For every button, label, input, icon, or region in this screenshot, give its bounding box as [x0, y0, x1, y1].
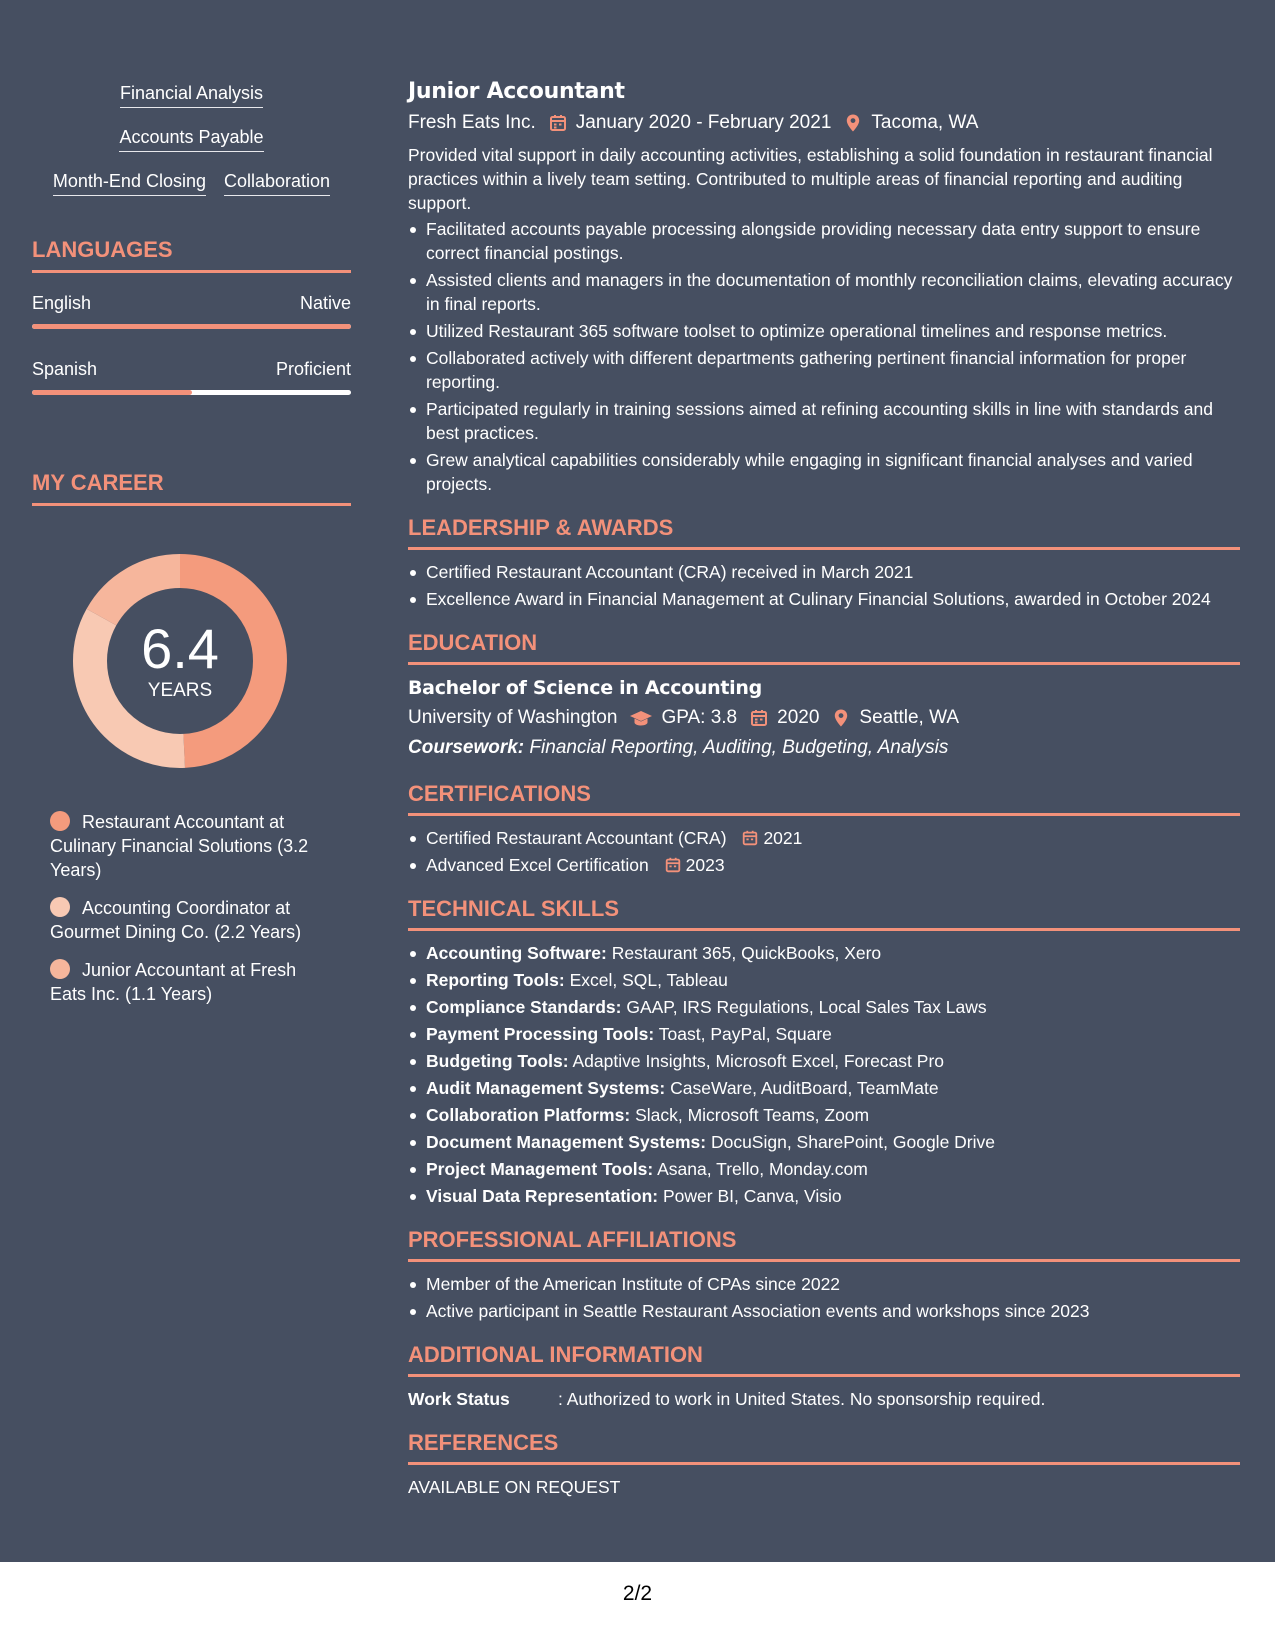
career-section [32, 469, 351, 1006]
calendar-icon [749, 708, 769, 728]
references-text: AVAILABLE ON REQUEST [408, 1477, 621, 1497]
list-item: Certified Restaurant Accountant (CRA) received in March 2021 [408, 560, 1240, 584]
job-title: Junior Accountant [408, 79, 625, 104]
career-legend-label: Accounting Coordinator at Gourmet Dining Co. (2.2 Years) [50, 898, 302, 942]
skill-values: Toast, PayPal, Square [658, 1024, 832, 1044]
certification-name: Advanced Excel Certification [426, 855, 649, 875]
list-item: Utilized Restaurant 365 software toolset to optimize operational timelines and response metrics. [408, 319, 1240, 343]
skill-category: Budgeting Tools: [426, 1051, 569, 1071]
coursework-label: Coursework: [408, 737, 525, 758]
legend-dot-icon [50, 811, 70, 831]
legend-dot-icon [50, 897, 70, 917]
career-legend-label: Junior Accountant at Fresh Eats Inc. (1.1 Years) [50, 960, 297, 1004]
career-donut-chart [65, 546, 295, 776]
technical-skills-heading: TECHNICAL SKILLS [408, 895, 1240, 931]
affiliations-heading: PROFESSIONAL AFFILIATIONS [408, 1226, 1240, 1262]
certification-year: 2021 [763, 828, 803, 848]
list-item [408, 826, 1240, 850]
skill-values: Excel, SQL, Tableau [569, 970, 728, 990]
languages-section [32, 236, 351, 395]
skills-tags [32, 82, 351, 196]
list-item [408, 853, 1240, 877]
languages-heading: LANGUAGES [32, 236, 351, 273]
job-bullets [408, 217, 1240, 496]
additional-info-heading: ADDITIONAL INFORMATION [408, 1341, 1240, 1377]
career-legend-item [50, 958, 330, 1006]
skill-values: Restaurant 365, QuickBooks, Xero [611, 943, 882, 963]
skill-row [32, 82, 351, 108]
skill-values: DocuSign, SharePoint, Google Drive [710, 1132, 995, 1152]
skill-values: Asana, Trello, Monday.com [657, 1159, 868, 1179]
education-heading: EDUCATION [408, 629, 1240, 665]
career-total-years: 6.4 [141, 617, 219, 680]
language-bar [32, 324, 351, 329]
list-item: Collaborated actively with different departments gathering pertinent financial information for proper reporting. [408, 346, 1240, 394]
certifications-list [408, 826, 1240, 877]
career-legend [50, 810, 330, 1006]
skill-category: Audit Management Systems: [426, 1078, 666, 1098]
calendar-icon [548, 113, 568, 133]
education-degree: Bachelor of Science in Accounting [408, 677, 762, 699]
education-location: Seattle, WA [859, 707, 960, 728]
list-item [408, 1076, 1240, 1100]
list-item [408, 941, 1240, 965]
certification-name: Certified Restaurant Accountant (CRA) [426, 828, 727, 848]
skill-row [32, 126, 351, 152]
language-bar-fill [32, 390, 192, 395]
education-year: 2020 [777, 707, 820, 728]
list-item: Facilitated accounts payable processing alongside providing necessary data entry support to ensure correct financial postings. [408, 217, 1240, 265]
work-status-value: : Authorized to work in United States. No sponsorship required. [558, 1389, 1046, 1409]
certifications-heading: CERTIFICATIONS [408, 780, 1240, 816]
job-company: Fresh Eats Inc. [408, 112, 536, 133]
list-item [408, 1103, 1240, 1127]
skill-values: GAAP, IRS Regulations, Local Sales Tax Laws [626, 997, 987, 1017]
graduation-cap-icon [629, 708, 653, 728]
awards-list [408, 560, 1240, 611]
work-status-row [408, 1387, 1240, 1411]
skill-category: Collaboration Platforms: [426, 1105, 631, 1125]
skill-tag: Month-End Closing [53, 170, 206, 196]
skill-tag: Accounts Payable [119, 126, 263, 152]
list-item [408, 968, 1240, 992]
skill-category: Compliance Standards: [426, 997, 622, 1017]
job-dates: January 2020 - February 2021 [575, 112, 832, 133]
list-item: Member of the American Institute of CPAs since 2022 [408, 1272, 1240, 1296]
references-heading: REFERENCES [408, 1429, 1240, 1465]
list-item: Grew analytical capabilities considerably while engaging in significant financial analyses and varied projects. [408, 448, 1240, 496]
career-legend-label: Restaurant Accountant at Culinary Financial Solutions (3.2 Years) [50, 812, 309, 880]
calendar-icon [664, 856, 682, 874]
skill-values: Adaptive Insights, Microsoft Excel, Forecast Pro [572, 1051, 945, 1071]
list-item: Excellence Award in Financial Management at Culinary Financial Solutions, awarded in October 2024 [408, 587, 1240, 611]
career-heading: MY CAREER [32, 469, 351, 506]
technical-skills-list [408, 941, 1240, 1208]
list-item: Participated regularly in training sessions aimed at refining accounting skills in line with standards and best practices. [408, 397, 1240, 445]
career-total-unit: YEARS [147, 680, 213, 701]
education-meta [408, 704, 1240, 732]
list-item [408, 1049, 1240, 1073]
list-item [408, 995, 1240, 1019]
skill-values: CaseWare, AuditBoard, TeamMate [670, 1078, 939, 1098]
education-school: University of Washington [408, 707, 618, 728]
skill-values: Slack, Microsoft Teams, Zoom [635, 1105, 870, 1125]
skill-category: Visual Data Representation: [426, 1186, 659, 1206]
page-footer [0, 1562, 1275, 1650]
skill-category: Accounting Software: [426, 943, 607, 963]
career-legend-item [50, 896, 330, 944]
job-meta [408, 109, 1240, 137]
certification-year: 2023 [685, 855, 725, 875]
job-summary: Provided vital support in daily accounting activities, establishing a solid foundation in restaurant financial practices within a lively team setting. Contributed to multiple areas of financial reporting and auditing support. [408, 145, 1213, 213]
skill-values: Power BI, Canva, Visio [662, 1186, 842, 1206]
awards-heading: LEADERSHIP & AWARDS [408, 514, 1240, 550]
page-number: 2/2 [622, 1582, 653, 1605]
main-content [408, 78, 1240, 1499]
map-pin-icon [843, 113, 863, 133]
skill-category: Project Management Tools: [426, 1159, 654, 1179]
sidebar [32, 82, 351, 1020]
list-item: Assisted clients and managers in the documentation of monthly reconciliation claims, elevating accuracy in final reports. [408, 268, 1240, 316]
coursework-value: Financial Reporting, Auditing, Budgeting, Analysis [529, 737, 949, 758]
map-pin-icon [831, 708, 851, 728]
language-item [32, 291, 351, 329]
language-item [32, 357, 351, 395]
skill-tag: Financial Analysis [120, 82, 263, 108]
language-name: Spanish [32, 359, 98, 379]
skill-category: Payment Processing Tools: [426, 1024, 655, 1044]
language-level: Native [299, 293, 351, 313]
language-bar [32, 390, 351, 395]
language-level: Proficient [275, 359, 351, 379]
calendar-icon [741, 829, 759, 847]
career-legend-item [50, 810, 330, 882]
list-item [408, 1157, 1240, 1181]
language-bar-fill [32, 324, 351, 329]
education-gpa: GPA: 3.8 [661, 707, 738, 728]
list-item [408, 1184, 1240, 1208]
skill-row [32, 170, 351, 196]
skill-category: Document Management Systems: [426, 1132, 707, 1152]
education-coursework [408, 734, 1240, 762]
work-status-label: Work Status [408, 1389, 510, 1409]
skill-tag: Collaboration [224, 170, 330, 196]
list-item: Active participant in Seattle Restaurant Association events and workshops since 2023 [408, 1299, 1240, 1323]
affiliations-list [408, 1272, 1240, 1323]
list-item [408, 1130, 1240, 1154]
job-location: Tacoma, WA [871, 112, 979, 133]
language-name: English [32, 293, 92, 313]
skill-category: Reporting Tools: [426, 970, 565, 990]
legend-dot-icon [50, 959, 70, 979]
list-item [408, 1022, 1240, 1046]
